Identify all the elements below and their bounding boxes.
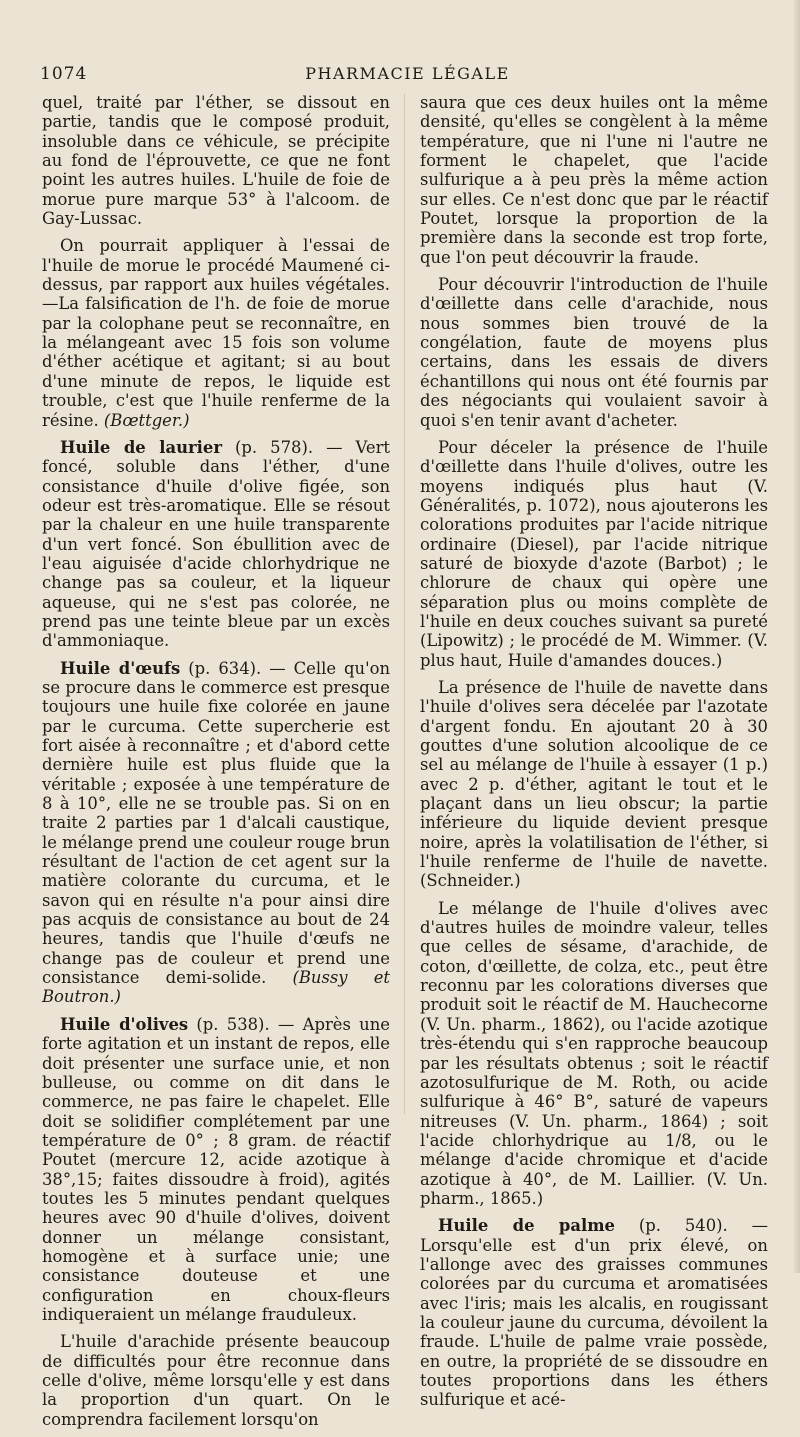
page-header [40,64,775,88]
entry-body: (p. 578). — Vert foncé, soluble dans l'éther, d'une consistance d'huile d'olive figée, son odeur est très-aromatique. Elle se résout par la chaleur en une huile transparente d'un vert foncé. Son ébullition avec de l'eau aiguisée d'acide chlorhydrique ne change pas sa couleur, et la liqueur aqueuse, qui ne s'est pas colorée, ne prend pas une teinte bleue par un excès d'ammoniaque. [42,437,391,651]
paragraph: Pour découvrir l'introduction de l'huile d'œillette dans celle d'arachide, nous nous sommes bien trouvé de la congélation, faute de moyens plus certains, dans les essais de divers échantillons qui nous ont été fournis par des négociants qui voulaient savoir à quoi s'en tenir avant d'acheter. [420,275,768,430]
entry-title: Huile de laurier [60,437,222,457]
entry-huile-oeufs [42,659,390,1007]
entry-title: Huile d'olives [60,1014,189,1034]
running-title: PHARMACIE LÉGALE [305,64,510,83]
entry-body: (p. 634). — Celle qu'on se procure dans le commerce est presque toujours une huile fixe colorée en jaune par le curcuma. Cette supercherie est fort aisée à reconnaître ; et d'abord cette dernière huile est plus fluide que la véritable ; exposée à une température de 8 à 10°, elle ne se trouble pas. Si on en traite 2 parties par 1 d'alcali caustique, le mélange prend une couleur rouge brun résultant de l'action de cet agent sur la matière colorante du curcuma, et le savon qui en résulte n'a pour ainsi dire pas acquis de consistance au bout de 24 heures, tandis que l'huile d'œufs ne change pas de couleur et prend une consistance demi-solide. [42,658,390,988]
entry-body: (p. 540). — Lorsqu'elle est d'un prix élevé, on l'allonge avec des graisses communes colorées par du curcuma et aromatisées avec l'iris; mais les alcalis, en rougissant la couleur jaune du curcuma, dévoilent la fraude. L'huile de palme vraie possède, en outre, la propriété de se dissoudre en toutes proportions dans les éthers sulfurique et acé- [420,1216,768,1410]
column-gutter [404,94,405,1114]
entry-huile-palme [420,1216,768,1409]
citation: (Bussy et Boutron.) [42,968,391,1007]
paragraph: La présence de l'huile de navette dans l'huile d'olives sera décelée par l'azotate d'argent fondu. En ajoutant 20 à 30 gouttes d'une solution alcoolique de ce sel au mélange de l'huile à essayer (1 p.) avec 2 p. d'éther, agitant le tout et le plaçant dans un lieu obscur; la partie inférieure du liquide devient presque noire, après la volatilisation de l'éther, si l'huile renferme de l'huile de navette. (Schneider.) [420,677,768,891]
left-column [42,93,390,1437]
paragraph: quel, traité par l'éther, se dissout en partie, tandis que le composé produit, insoluble dans ce véhicule, se précipite au fond de l'éprouvette, ce que ne font point les autres huiles. L'huile de foie de morue pure marque 53° à l'alcoom. de Gay-Lussac. [42,93,390,229]
entry-huile-olives [42,1015,390,1325]
entry-title: Huile de palme [438,1216,615,1236]
entry-title: Huile d'œufs [60,658,181,678]
paragraph: Le mélange de l'huile d'olives avec d'autres huiles de moindre valeur, telles que celles de sésame, d'arachide, de coton, d'œillette, de colza, etc., peut être reconnu par les colorations diverses que produit soit le réactif de M. Hauchecorne (V. Un. pharm., 1862), ou l'acide azotique très-étendu qui s'en rapproche beaucoup par les résultats obtenus ; soit le réactif azotosulfurique de M. Roth, ou acide sulfurique à 46° B°, saturé de vapeurs nitreuses (V. Un. pharm., 1864) ; soit l'acide chlorhydrique au 1/8, ou le mélange d'acide chromique et d'acide azotique à 40°, de M. Laillier. (V. Un. pharm., 1865.) [420,898,768,1208]
paragraph: L'huile d'arachide présente beaucoup de difficultés pour être reconnue dans celle d'olive, même lorsqu'elle y est dans la proportion d'un quart. On le comprendra facilement lorsqu'on [42,1332,390,1429]
entry-huile-laurier [42,438,390,651]
page-number: 1074 [40,64,88,84]
page-edge [794,0,800,1273]
right-column [420,93,768,1418]
entry-body: (p. 538). — Après une forte agitation et un instant de repos, elle doit présenter une surface unie, et non bulleuse, ou comme on dit dans le commerce, ne pas faire le chapelet. Elle doit se solidifier complétement par une température de 0° ; 8 gram. de réactif Poutet (mercure 12, acide azotique à 38°,15; faites dissoudre à froid), agités toutes les 5 minutes pendant quelques heures avec 90 d'huile d'olives, doivent donner un mélange consistant, homogène et à surface unie; une consistance douteuse et une configuration en choux-fleurs indiqueraient un mélange frauduleux. [42,1014,390,1324]
paragraph: saura que ces deux huiles ont la même densité, qu'elles se congèlent à la même température, que ni l'une ni l'autre ne forment le chapelet, que l'acide sulfurique a à peu près la même action sur elles. Ce n'est donc que par le réactif Poutet, lorsque la proportion de la première dans la seconde est trop forte, que l'on peut découvrir la fraude. [420,93,768,267]
citation: (Bœttger.) [103,410,190,430]
paragraph: Pour déceler la présence de l'huile d'œillette dans l'huile d'olives, outre les moyens indiqués plus haut (V. Généralités, p. 1072), nous ajouterons les colorations produites par l'acide nitrique ordinaire (Diesel), par l'acide nitrique saturé de bioxyde d'azote (Barbot) ; le chlorure de chaux qui opère une séparation plus ou moins complète de l'huile en deux couches suivant sa pureté (Lipowitz) ; le procédé de M. Wimmer. (V. plus haut, Huile d'amandes douces.) [420,437,768,670]
paragraph [42,236,390,429]
paragraph-text: On pourrait appliquer à l'essai de l'huile de morue le procédé Maumené ci-dessus, par rapport aux huiles végétales. —La falsification de l'h. de foie de morue par la colophane peut se reconnaître, en la mélangeant avec 15 fois son volume d'éther acétique et agitant; si au bout d'une minute de repos, le liquide est trouble, c'est que l'huile renferme de la résine. [42,236,390,430]
